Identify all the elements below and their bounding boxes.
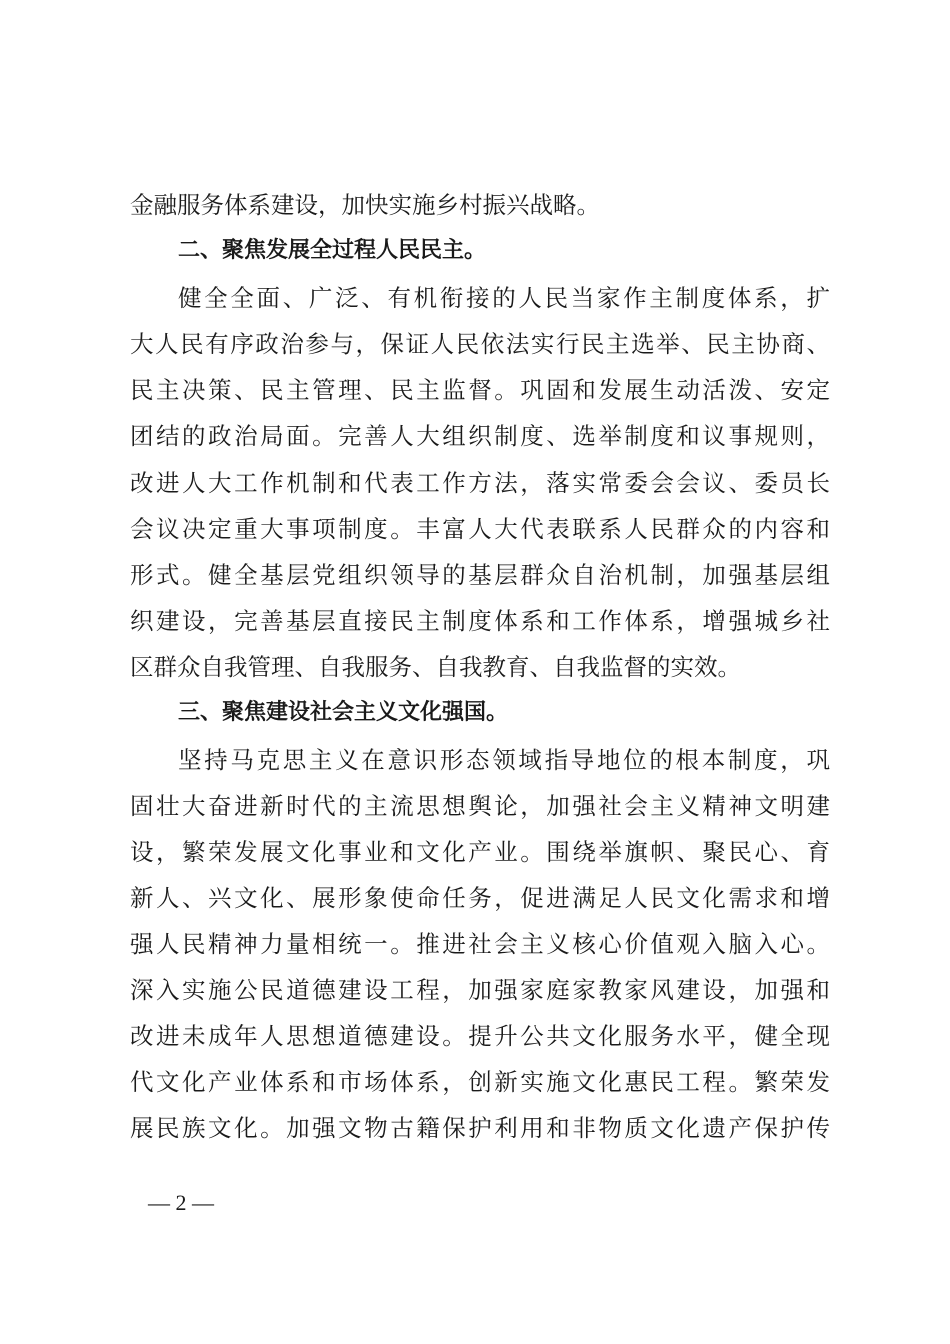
paragraph-line: 固壮大奋进新时代的主流思想舆论，加强社会主义精神文明建 [130,792,830,820]
paragraph-line: 大人民有序政治参与，保证人民依法实行民主选举、民主协商、 [130,330,830,358]
paragraph-line: 展民族文化。加强文物古籍保护利用和非物质文化遗产保护传 [130,1114,830,1142]
section-heading: 三、聚焦建设社会主义文化强国。 [178,700,509,725]
section-heading: 二、聚焦发展全过程人民民主。 [178,238,487,263]
paragraph-line: 代文化产业体系和市场体系，创新实施文化惠民工程。繁荣发 [130,1068,830,1096]
paragraph-line: 新人、兴文化、展形象使命任务，促进满足人民文化需求和增 [130,884,830,912]
paragraph-line: 织建设，完善基层直接民主制度体系和工作体系，增强城乡社 [130,607,830,635]
page-number: — 2 — [148,1190,214,1215]
paragraph-line: 健全全面、广泛、有机衔接的人民当家作主制度体系，扩 [178,284,830,312]
paragraph-line: 区群众自我管理、自我服务、自我教育、自我监督的实效。 [130,653,741,681]
paragraph-line: 形式。健全基层党组织领导的基层群众自治机制，加强基层组 [130,561,830,589]
paragraph-line: 团结的政治局面。完善人大组织制度、选举制度和议事规则， [130,422,830,450]
paragraph-line: 民主决策、民主管理、民主监督。巩固和发展生动活泼、安定 [130,376,830,404]
paragraph-line: 金融服务体系建设，加快实施乡村振兴战略。 [130,191,600,219]
paragraph-line: 深入实施公民道德建设工程，加强家庭家教家风建设，加强和 [130,976,830,1004]
paragraph-line: 改进人大工作机制和代表工作方法，落实常委会会议、委员长 [130,469,830,497]
paragraph-line: 强人民精神力量相统一。推进社会主义核心价值观入脑入心。 [130,930,830,958]
paragraph-line: 会议决定重大事项制度。丰富人大代表联系人民群众的内容和 [130,515,830,543]
paragraph-line: 改进未成年人思想道德建设。提升公共文化服务水平，健全现 [130,1022,830,1050]
paragraph-line: 坚持马克思主义在意识形态领域指导地位的根本制度，巩 [178,746,830,774]
paragraph-line: 设，繁荣发展文化事业和文化产业。围绕举旗帜、聚民心、育 [130,838,830,866]
